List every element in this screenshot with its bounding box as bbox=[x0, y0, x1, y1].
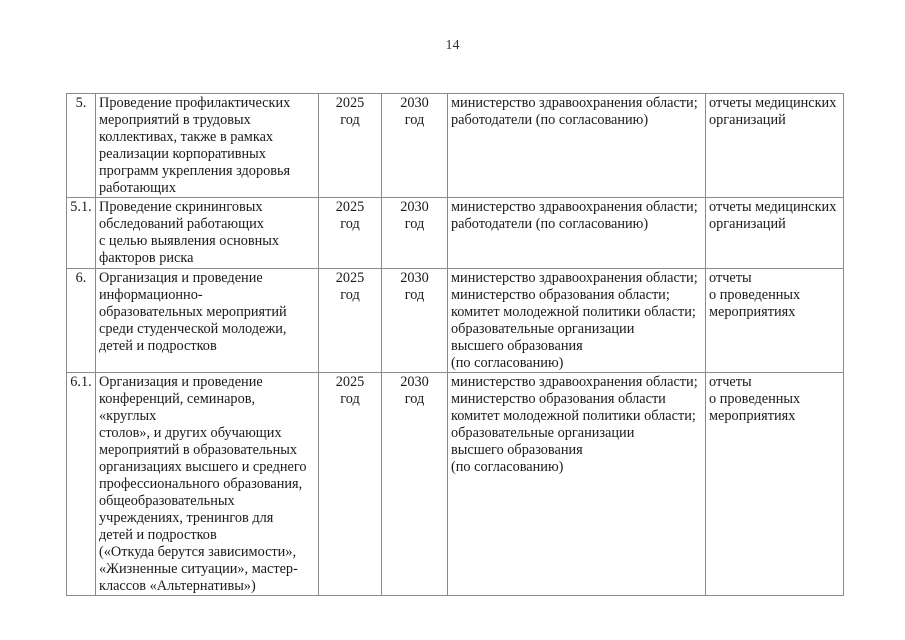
row-number: 5.1. bbox=[67, 198, 96, 269]
start-year: 2025 год bbox=[319, 269, 382, 373]
table-row bbox=[67, 94, 844, 198]
measure-description: Проведение скрининговых обследований работающих с целью выявления основных факторов риска bbox=[96, 198, 319, 269]
responsible-parties: министерство здравоохранения области; работодатели (по согласованию) bbox=[448, 94, 706, 198]
start-year: 2025 год bbox=[319, 373, 382, 596]
end-year: 2030 год bbox=[382, 269, 448, 373]
measures-table bbox=[66, 93, 844, 596]
responsible-parties: министерство здравоохранения области; работодатели (по согласованию) bbox=[448, 198, 706, 269]
end-year: 2030 год bbox=[382, 373, 448, 596]
table-row bbox=[67, 269, 844, 373]
measure-description: Организация и проведение информационно- образовательных мероприятий среди студенческой молодежи, детей и подростков bbox=[96, 269, 319, 373]
start-year: 2025 год bbox=[319, 198, 382, 269]
responsible-parties: министерство здравоохранения области; министерство образования области; комитет молодежной политики области; образовательные организации высшего образования (по согласованию) bbox=[448, 269, 706, 373]
table-row bbox=[67, 198, 844, 269]
row-number: 5. bbox=[67, 94, 96, 198]
row-number: 6.1. bbox=[67, 373, 96, 596]
end-year: 2030 год bbox=[382, 94, 448, 198]
report-form: отчеты медицинских организаций bbox=[706, 198, 844, 269]
report-form: отчеты о проведенных мероприятиях bbox=[706, 373, 844, 596]
responsible-parties: министерство здравоохранения области; министерство образования области комитет молодежной политики области; образовательные организации высшего образования (по согласованию) bbox=[448, 373, 706, 596]
measure-description: Проведение профилактических мероприятий в трудовых коллективах, также в рамках реализации корпоративных программ укрепления здоровья работающих bbox=[96, 94, 319, 198]
end-year: 2030 год bbox=[382, 198, 448, 269]
start-year: 2025 год bbox=[319, 94, 382, 198]
measure-description: Организация и проведение конференций, семинаров, «круглых столов», и других обучающих мероприятий в образовательных организациях высшего и среднего профессионального образования, общеобразовательных учреждениях, тренингов для детей и подростков («Откуда берутся зависимости», «Жизненные ситуации», мастер- классов «Альтернативы») bbox=[96, 373, 319, 596]
table-row bbox=[67, 373, 844, 596]
page-number: 14 bbox=[445, 38, 460, 53]
report-form: отчеты медицинских организаций bbox=[706, 94, 844, 198]
report-form: отчеты о проведенных мероприятиях bbox=[706, 269, 844, 373]
row-number: 6. bbox=[67, 269, 96, 373]
